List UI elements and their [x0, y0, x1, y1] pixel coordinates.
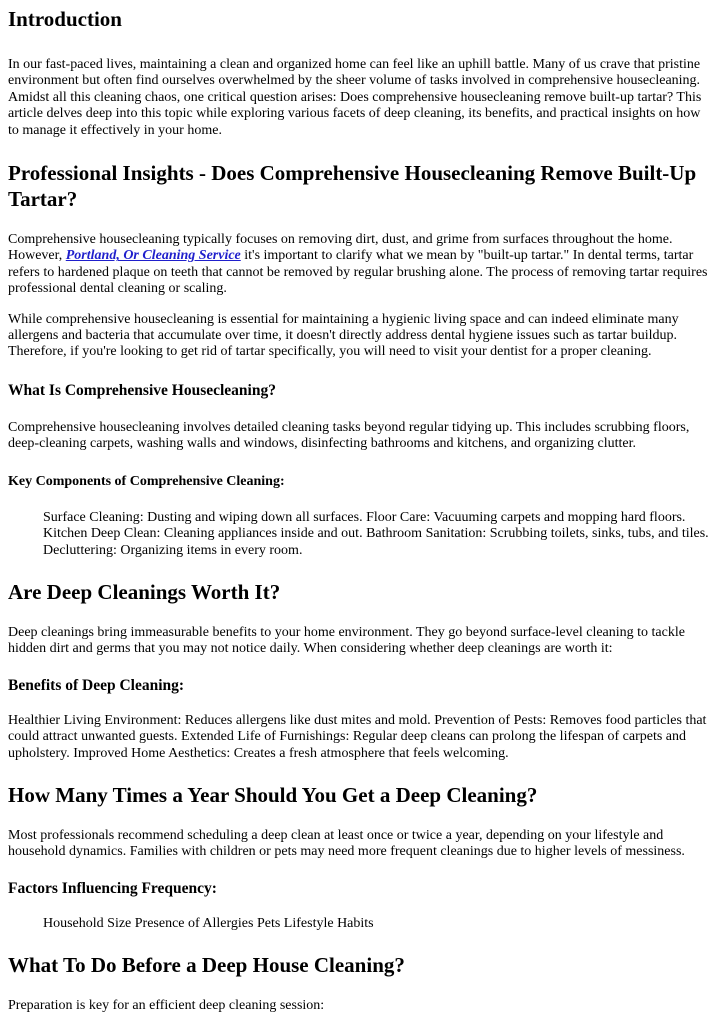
key-components-heading: Key Components of Comprehensive Cleaning: — [8, 473, 285, 489]
worth-it-paragraph: Deep cleanings bring immeasurable benefits to your home environment. They go beyond surface-level cleaning to tackle hidden dirt and germs that you may not notice daily. When considering whether deep cleanings are worth it: — [8, 624, 685, 657]
before-heading: What To Do Before a Deep House Cleaning? — [8, 953, 405, 978]
factors-list: Household Size Presence of Allergies Pets Lifestyle Habits — [43, 915, 374, 931]
intro-heading: Introduction — [8, 7, 122, 31]
key-components-list: Surface Cleaning: Dusting and wiping down all surfaces. Floor Care: Vacuuming carpets and mopping hard floors. Kitchen Deep Clean: Cleaning appliances inside and out. Bathroom Sanitation: Scrubbing toilets, sinks, tubs, and tiles. Decluttering: Organizing items in every room. — [43, 509, 709, 558]
benefits-heading: Benefits of Deep Cleaning: — [8, 676, 185, 694]
insights-paragraph-1 — [8, 232, 712, 298]
worth-it-heading: Are Deep Cleanings Worth It? — [8, 579, 281, 604]
what-is-paragraph: Comprehensive housecleaning involves detailed cleaning tasks beyond regular tidying up. This includes scrubbing floors, deep-cleaning carpets, washing walls and windows, disinfecting bathrooms and kitchens, and organizing clutter. — [8, 419, 690, 452]
benefits-paragraph: Healthier Living Environment: Reduces allergens like dust mites and mold. Prevention of Pests: Removes food particles that could attract unwanted guests. Extended Life of Furnishings: Regular deep cleans can prolong the lifespan of carpets and upholstery. Improved Home Aesthetics: Creates a fresh atmosphere that feels welcoming. — [8, 712, 707, 761]
frequency-heading: How Many Times a Year Should You Get a Deep Cleaning? — [8, 782, 538, 807]
frequency-paragraph: Most professionals recommend scheduling a deep clean at least once or twice a year, depending on your lifestyle and household dynamics. Families with children or pets may need more frequent cleanings due to higher levels of messiness. — [8, 827, 685, 860]
insights-heading: Professional Insights - Does Comprehensive Housecleaning Remove Built-Up Tartar? — [8, 161, 697, 212]
what-is-heading: What Is Comprehensive Housecleaning? — [8, 381, 276, 399]
before-paragraph: Preparation is key for an efficient deep cleaning session: — [8, 998, 325, 1014]
insights-paragraph-2: While comprehensive housecleaning is essential for maintaining a hygienic living space and can indeed eliminate many allergens and bacteria that accumulate over time, it doesn't directly address dental hygiene issues such as tartar buildup. Therefore, if you're looking to get rid of tartar specifically, you will need to visit your dentist for a proper cleaning. — [8, 311, 679, 360]
insights-text-after-link: it's important to clarify what we mean by "built-up tartar." In dental terms, tartar refers to hardened plaque on teeth that cannot be removed by regular brushing alone. The process of removing tartar requires professional dental cleaning or scaling. — [8, 248, 708, 297]
factors-heading: Factors Influencing Frequency: — [8, 879, 217, 897]
insights-text-before-link: Comprehensive housecleaning typically focuses on removing dirt, dust, and grime from surfaces throughout the home. However, — [8, 232, 673, 264]
cleaning-service-link[interactable]: Portland, Or Cleaning Service — [65, 248, 241, 264]
intro-paragraph: In our fast-paced lives, maintaining a clean and organized home can feel like an uphill battle. Many of us crave that pristine environment but often find ourselves overwhelmed by the sheer volume of tasks involved in comprehensive housecleaning. Amidst all this cleaning chaos, one critical question arises: Does comprehensive housecleaning remove built-up tartar? This article delves deep into this topic while exploring various facets of deep cleaning, its benefits, and practical insights on how to manage it effectively in your home. — [8, 57, 702, 138]
